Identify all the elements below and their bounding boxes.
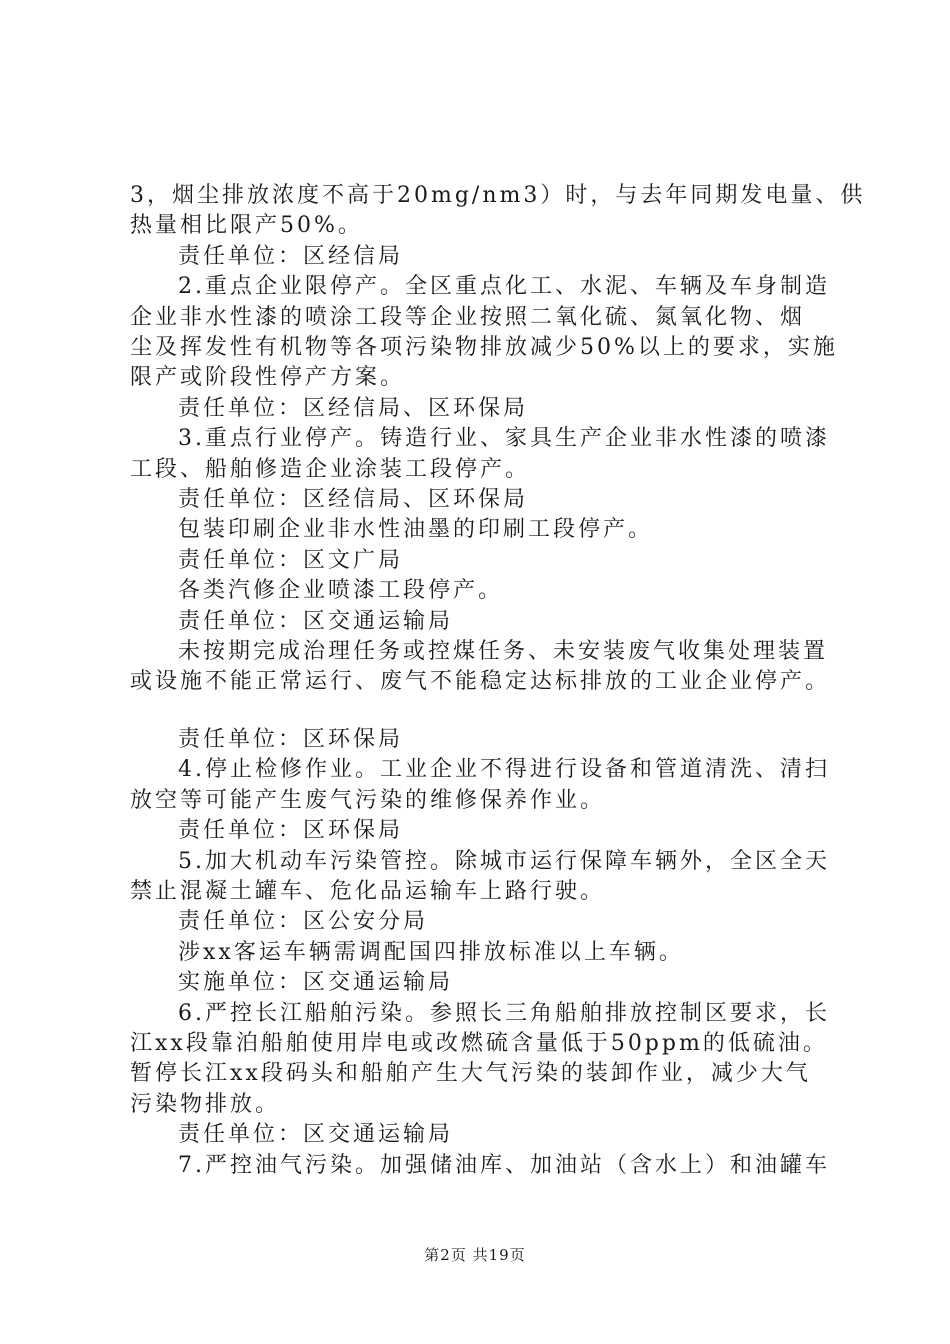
text-line: 江xx段靠泊船舶使用岸电或改燃硫含量低于50ppm的低硫油。 (130, 1031, 828, 1056)
text-line: 责任单位：区交通运输局 (178, 1122, 454, 1147)
text-line: 5.加大机动车污染管控。除城市运行保障车辆外，全区全天 (178, 849, 830, 874)
text-line: 包装印刷企业非水性油墨的印刷工段停产。 (178, 517, 654, 542)
text-line: 3.重点行业停产。铸造行业、家具生产企业非水性漆的喷漆 (178, 426, 830, 451)
text-line: 责任单位：区经信局、区环保局 (178, 487, 529, 512)
text-line: 禁止混凝土罐车、危化品运输车上路行驶。 (130, 879, 606, 904)
text-line: 7.严控油气污染。加强储油库、加油站（含水上）和油罐车 (178, 1153, 830, 1178)
text-line: 污染物排放。 (130, 1092, 281, 1117)
text-line: 责任单位：区经信局、区环保局 (178, 396, 529, 421)
text-line: 6.严控长江船舶污染。参照长三角船舶排放控制区要求，长 (178, 1001, 830, 1026)
text-line: 工段、船舶修造企业涂装工段停产。 (130, 457, 531, 482)
text-line: 责任单位：区文广局 (178, 548, 404, 573)
text-line: 3，烟尘排放浓度不高于20mg/nm3）时，与去年同期发电量、供 (130, 183, 866, 208)
text-line: 责任单位：区环保局 (178, 727, 404, 752)
text-line: 实施单位：区交通运输局 (178, 970, 454, 995)
text-line: 尘及挥发性有机物等各项污染物排放减少50%以上的要求，实施 (130, 335, 838, 360)
text-line: 2.重点企业限停产。全区重点化工、水泥、车辆及车身制造 (178, 274, 830, 299)
text-line: 未按期完成治理任务或控煤任务、未安装废气收集处理装置 (178, 639, 829, 664)
text-line: 放空等可能产生废气污染的维修保养作业。 (130, 788, 606, 813)
text-line: 责任单位：区交通运输局 (178, 609, 454, 634)
text-line: 热量相比限产50%。 (130, 213, 363, 238)
text-line: 涉xx客运车辆需调配国四排放标准以上车辆。 (178, 940, 684, 965)
text-line: 各类汽修企业喷漆工段停产。 (178, 578, 504, 603)
text-line: 或设施不能正常运行、废气不能稳定达标排放的工业企业停产。 (130, 669, 831, 694)
text-line: 4.停止检修作业。工业企业不得进行设备和管道清洗、清扫 (178, 757, 830, 782)
text-line: 企业非水性漆的喷涂工段等企业按照二氧化硫、氮氧化物、烟 (130, 305, 806, 330)
text-line: 限产或阶段性停产方案。 (130, 365, 406, 390)
text-line: 责任单位：区公安分局 (178, 909, 429, 934)
text-line: 暂停长江xx段码头和船舶产生大气污染的装卸作业，减少大气 (130, 1061, 811, 1086)
page-number-footer: 第2页 共19页 (424, 1246, 526, 1264)
text-line: 责任单位：区经信局 (178, 244, 404, 269)
text-line: 责任单位：区环保局 (178, 818, 404, 843)
